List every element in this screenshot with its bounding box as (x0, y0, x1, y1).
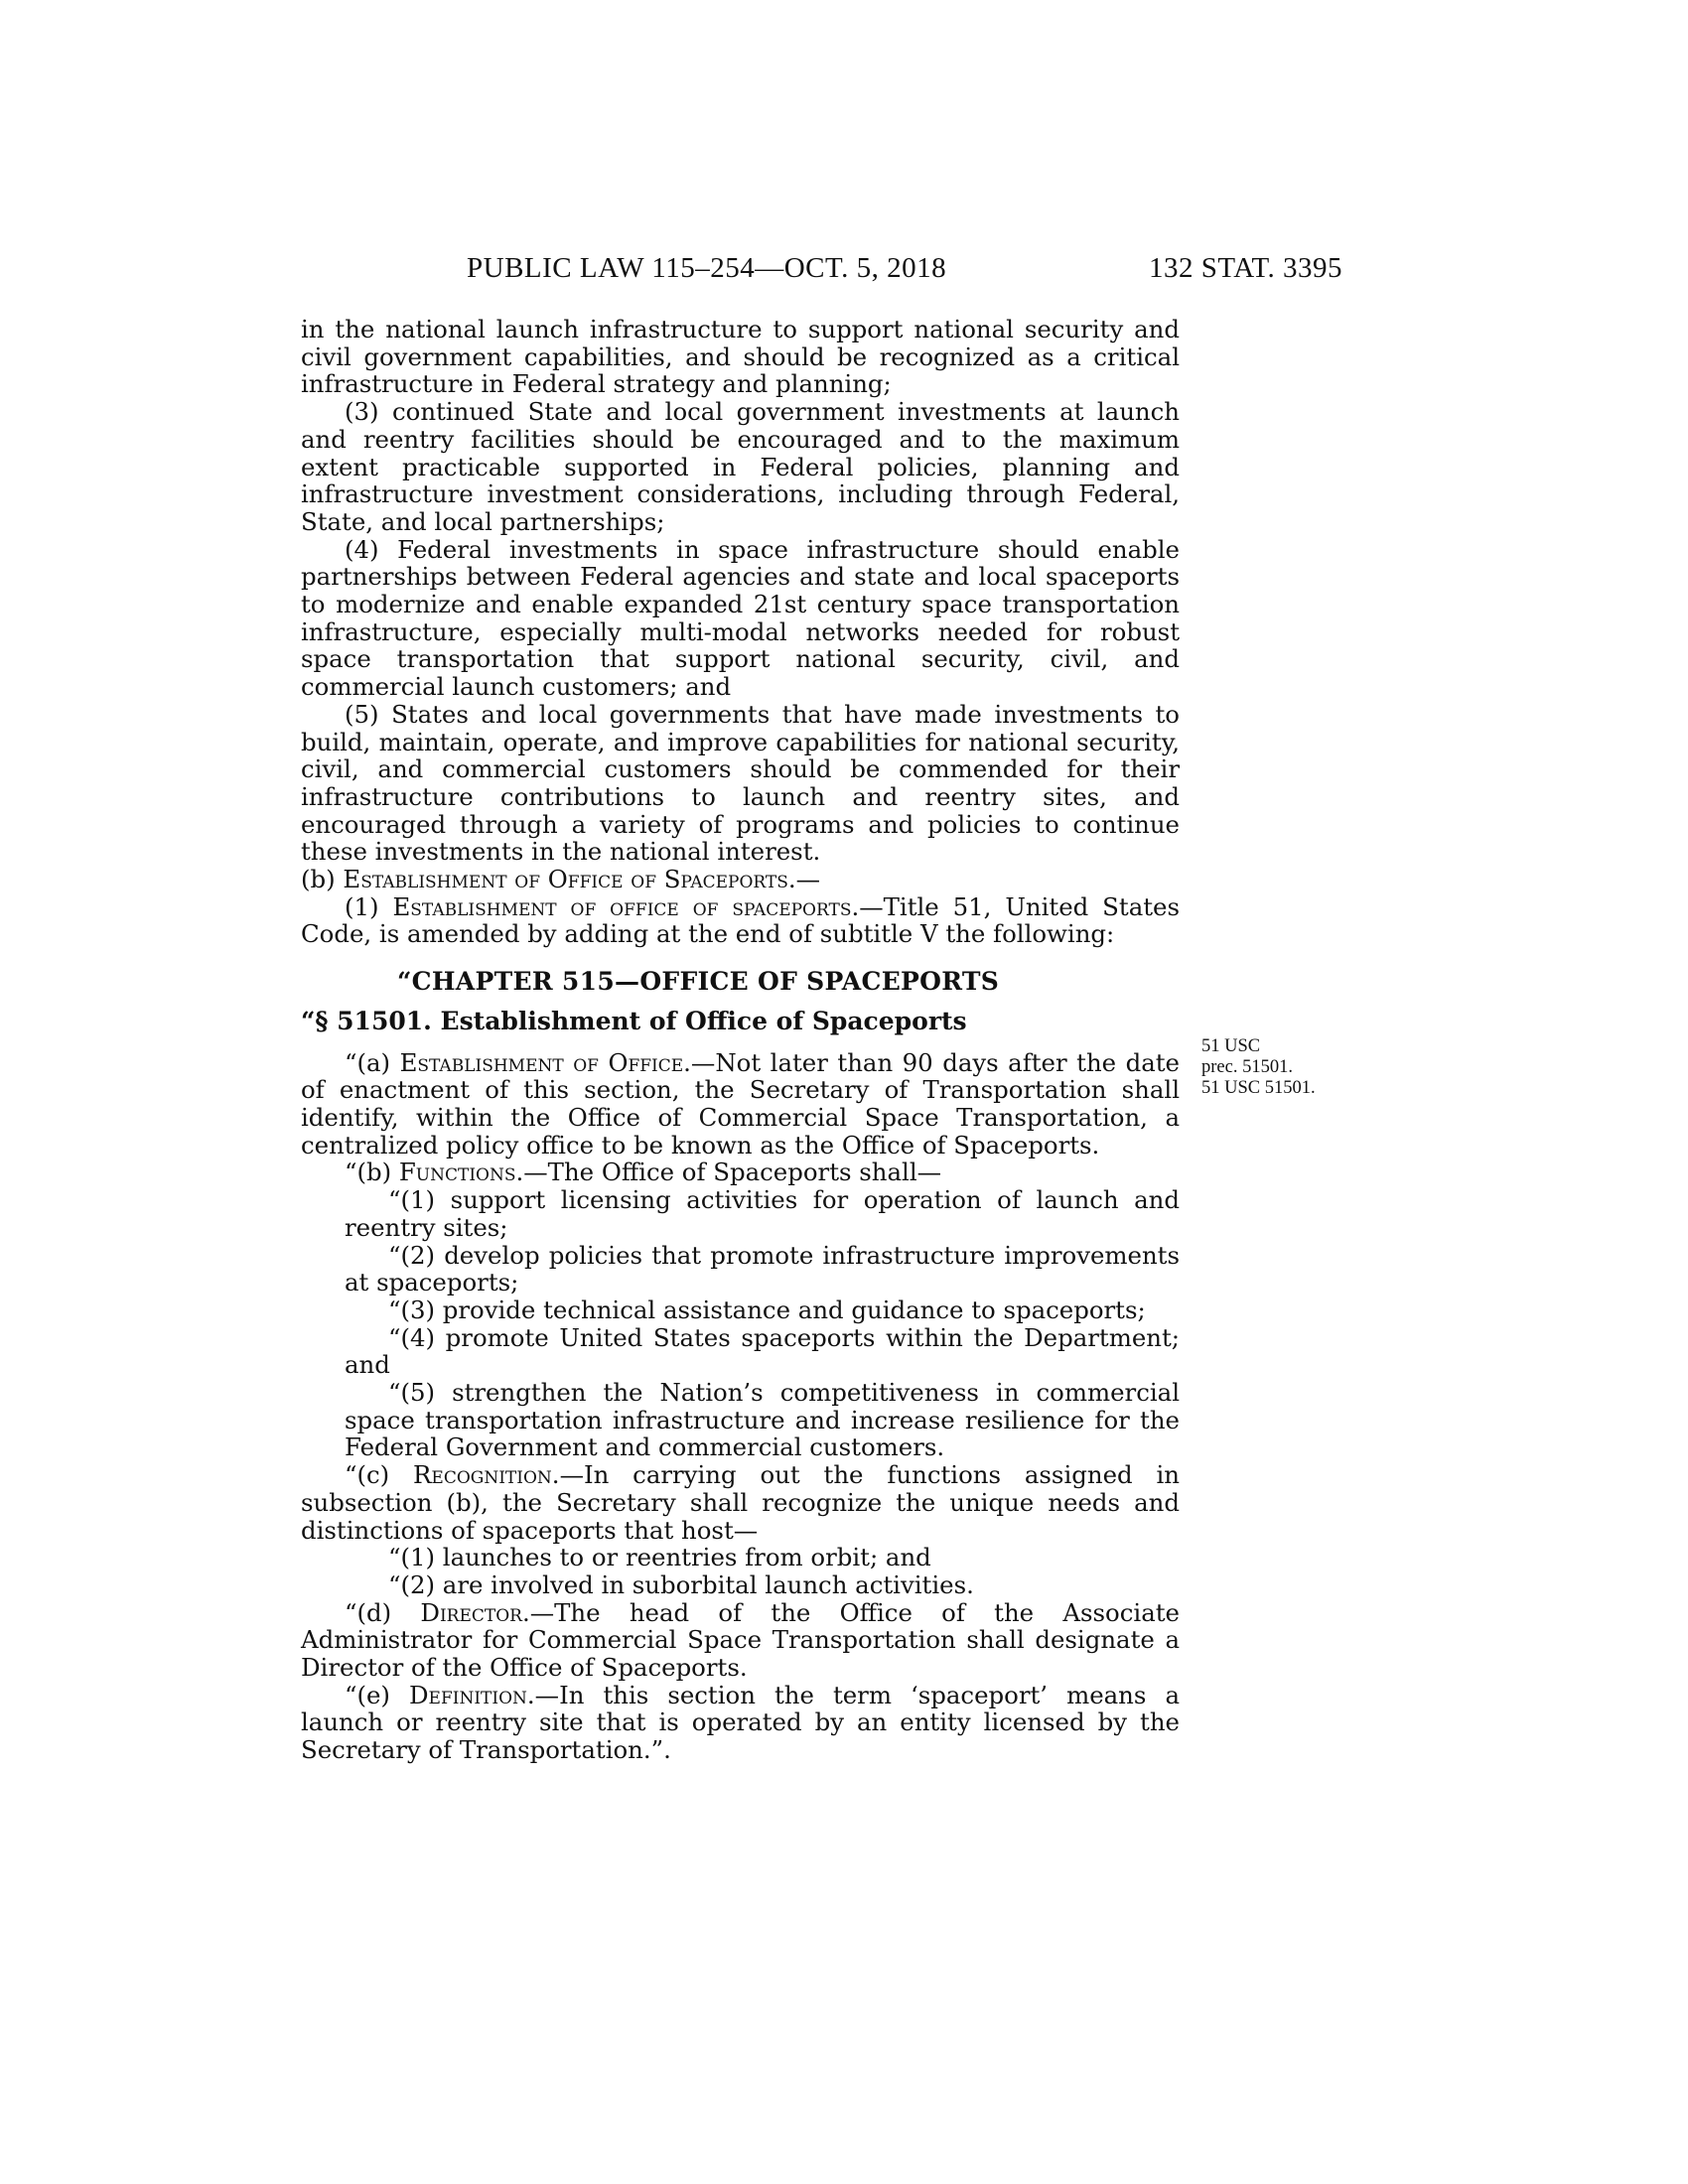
subsection-recognition (301, 1461, 1180, 1544)
margin-note-chapter (1201, 1036, 1293, 1078)
recognition-item-2: “(2) are involved in suborbital launch activities. (388, 1570, 974, 1599)
function-item-3: “(3) provide technical assistance and guidance to spaceports; (388, 1295, 1146, 1324)
running-header-title: PUBLIC LAW 115–254—OCT. 5, 2018 (467, 252, 947, 284)
subsection-definition-heading: Definition. (408, 1680, 535, 1709)
margin-note-section: 51 USC 51501. (1201, 1078, 1316, 1098)
subsection-director-text: —The head of the Office of the Associate Administrator for Commercial Space Transportation shall designate a Director of the Office of Spaceports. (301, 1597, 1180, 1683)
subsection-recognition-heading: Recognition. (413, 1460, 560, 1490)
subsection-functions-heading: Functions. (398, 1158, 524, 1187)
subsection-definition-prefix: “(e) (345, 1680, 409, 1709)
subsection-director (301, 1599, 1180, 1682)
subsection-functions (301, 1159, 1180, 1186)
function-item-1: “(1) support licensing activities for operation of launch and reentry sites; (345, 1185, 1180, 1242)
paragraph-b1-text: —Title 51, United States Code, is amended by adding at the end of subtitle V the following: (301, 891, 1180, 949)
paragraph-b1-heading: Establishment of office of spaceports. (392, 891, 860, 921)
subsection-a (301, 1049, 1180, 1160)
subsection-a-heading: Establishment of Office. (399, 1047, 691, 1077)
function-item-4: “(4) promote United States spaceports within the Department; and (345, 1322, 1180, 1380)
subsection-functions-prefix: “(b) (345, 1158, 399, 1187)
paragraph-4: (4) Federal investments in space infrastructure should enable partnerships between Federal agencies and state and local spaceports to modernize and enable expanded 21st century space transportation infrastructure, especially multi-modal networks needed for robust space transportation that support national security, civil, and commercial launch customers; and (301, 534, 1180, 702)
document-body (301, 316, 1180, 1764)
subsection-definition-text: —In this section the term ‘spaceport’ means a launch or reentry site that is operated by an entity licensed by the Secretary of Transportation.”. (301, 1680, 1180, 1765)
subsection-b-dash: — (795, 865, 821, 894)
subsection-b-prefix: (b) (301, 865, 344, 894)
margin-note-chapter-line-1: 51 USC (1201, 1036, 1261, 1056)
subsection-recognition-text: —In carrying out the functions assigned in subsection (b), the Secretary shall recognize the unique needs and distinctions of spaceports that host— (301, 1460, 1180, 1545)
section-heading: “§ 51501. Establishment of Office of Spaceports (301, 1006, 967, 1035)
recognition-item-1: “(1) launches to or reentries from orbit; and (388, 1543, 931, 1572)
subsection-a-prefix: “(a) (345, 1047, 400, 1077)
paragraph-5: (5) States and local governments that have made investments to build, maintain, operate, and improve capabilities for national security, civil, and commercial customers should be commended for their infrastructure contributions to launch and reentry sites, and encouraged through a variety of programs and policies to continue these investments in the national interest. (301, 699, 1180, 867)
subsection-definition (301, 1682, 1180, 1764)
margin-note-chapter-line-2: prec. 51501. (1201, 1057, 1293, 1077)
function-item-2: “(2) develop policies that promote infrastructure improvements at spaceports; (345, 1240, 1180, 1297)
subsection-director-prefix: “(d) (345, 1597, 421, 1627)
paragraph-b1 (301, 893, 1180, 948)
subsection-a-text: —Not later than 90 days after the date of enactment of this section, the Secretary of Transportation shall identify, within the Office of Commercial Space Transportation, a centralized policy office to be known as the Office of Spaceports. (301, 1047, 1180, 1160)
subsection-b-title: Establishment of Office of Spaceports. (343, 865, 796, 894)
running-header-stat-page: 132 STAT. 3395 (1149, 252, 1343, 284)
subsection-functions-text: —The Office of Spaceports shall— (523, 1158, 942, 1187)
function-item-5: “(5) strengthen the Nation’s competitiveness in commercial space transportation infrastructure and increase resilience for the Federal Government and commercial customers. (345, 1378, 1180, 1462)
paragraph-b1-prefix: (1) (345, 891, 393, 921)
paragraph-3: (3) continued State and local government investments at launch and reentry facilities should be encouraged and to the maximum extent practicable supported in Federal policies, planning and infrastructure investment considerations, including through Federal, State, and local partnerships; (301, 397, 1180, 536)
subsection-b-heading (301, 866, 1180, 893)
chapter-heading: “CHAPTER 515—OFFICE OF SPACEPORTS (397, 967, 1000, 997)
paragraph-2-continued: in the national launch infrastructure to support national security and civil government capabilities, and should be recognized as a critical infrastructure in Federal strategy and planning; (301, 315, 1180, 399)
subsection-recognition-prefix: “(c) (345, 1460, 414, 1490)
subsection-director-heading: Director. (420, 1597, 530, 1627)
